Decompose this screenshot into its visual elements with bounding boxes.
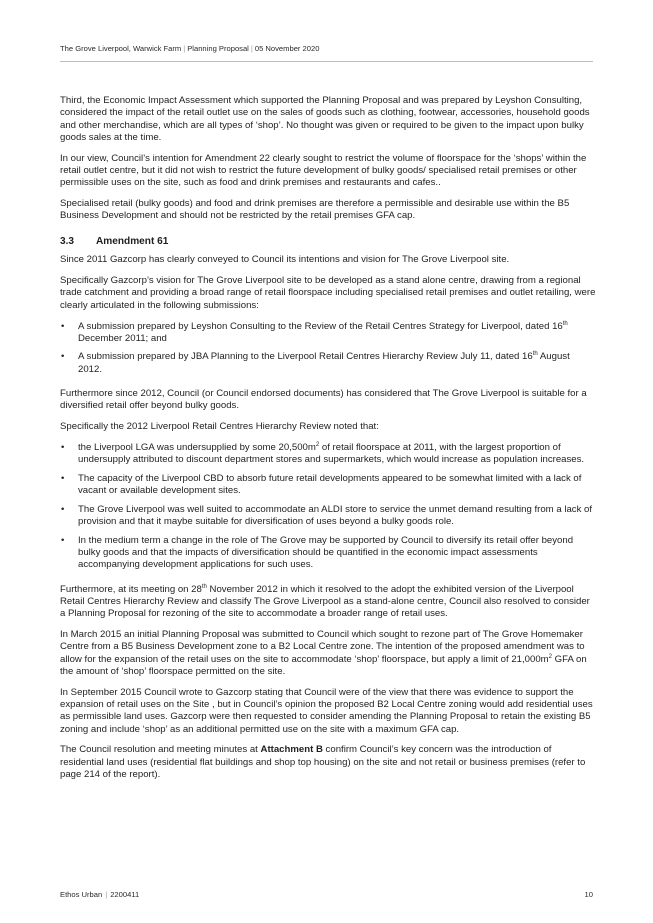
header-separator: | bbox=[183, 44, 186, 53]
list-item: • A submission prepared by JBA Planning to the Liverpool Retail Centres Hierarchy Review July 11, dated 16th August 2012. bbox=[61, 351, 570, 375]
bullet-icon: • bbox=[61, 473, 65, 485]
list-item: • A submission prepared by Leyshon Consulting to the Review of the Retail Centres Strategy for Liverpool, dated 16th December 2011; and bbox=[61, 320, 568, 344]
page-content bbox=[60, 95, 596, 790]
list-item: • The capacity of the Liverpool CBD to absorb future retail developments appeared to be somewhat limited with a lack of vacant or available development sites. bbox=[61, 473, 582, 497]
bullet-icon: • bbox=[61, 503, 65, 515]
section-title: Amendment 61 bbox=[96, 235, 169, 247]
paragraph: In March 2015 an initial Planning Proposal was submitted to Council which sought to rezone part of The Grove Homemaker Centre from a B5 Business Development zone to a B2 Local Centre zone. The intention of the proposed amendment was to allow for the expansion of the retail uses on the site to accommodate ‘shop’ floorspace, but apply a limit of $21,000m^2$ GFA on the amount of ‘shop’ floorspace permitted on the site. bbox=[60, 629, 587, 677]
paragraph: Furthermore since 2012, Council (or Council endorsed documents) has considered that The Grove Liverpool is suitable for a diversified retail offer beyond bulky goods. bbox=[60, 388, 587, 412]
list-item: • In the medium term a change in the role of The Grove may be supported by Council to diversify its retail offer beyond bulky goods and that the impacts of diversification should be quantified in the economic impact assessments accompanying development applications for such uses. bbox=[61, 534, 574, 571]
bullet-icon: • bbox=[61, 351, 65, 363]
header-date: 05 November 2020 bbox=[254, 44, 320, 53]
paragraph: Third, the Economic Impact Assessment which supported the Planning Proposal and was prepared by Leyshon Consulting, considered the impact of the retail outlet use on the sales of goods such as clothing, footwear, accessories, household goods and other merchandise, which are all types of ‘shop’. No thought was given or required to be given to the impact upon bulky goods sales at the time. bbox=[60, 95, 590, 143]
paragraph: Specifically Gazcorp’s vision for The Grove Liverpool site to be developed as a stand alone centre, drawing from a regional trade catchment and providing a broad range of retail floorspace including specialised retail premises and outlet retailing, were clearly articulated in the following submissions: bbox=[60, 275, 596, 311]
header-rule bbox=[60, 61, 593, 62]
bullet-icon: • bbox=[61, 534, 65, 546]
running-header bbox=[60, 44, 319, 53]
header-project: The Grove Liverpool, Warwick Farm bbox=[60, 44, 182, 53]
list-item: • The Grove Liverpool was well suited to accommodate an ALDI store to service the unmet demand resulting from a lack of provision and that it maybe suitable for diversification of uses beyond a bulky goods role. bbox=[61, 503, 593, 528]
paragraph: Specialised retail (bulky goods) and food and drink premises are therefore a permissible and desirable use within the B5 Business Development and should not be restricted by the retail premises GFA cap. bbox=[60, 198, 570, 222]
attachment-reference: Attachment B bbox=[260, 744, 323, 756]
paragraph: Specifically the 2012 Liverpool Retail Centres Hierarchy Review noted that: bbox=[60, 421, 379, 433]
page-number: 10 bbox=[584, 890, 593, 899]
footer-separator: | bbox=[105, 890, 108, 899]
paragraph: The Council resolution and meeting minutes at Attachment B confirm Council’s key concern was the introduction of residential land uses (residential flat buildings and shop top housing) on the site and not retail or business premises (refer to page 214 of the report). bbox=[60, 744, 586, 780]
running-footer bbox=[60, 890, 593, 899]
submissions-list bbox=[60, 321, 596, 376]
paragraph: Since 2011 Gazcorp has clearly conveyed to Council its intentions and vision for The Grove Liverpool site. bbox=[60, 254, 510, 266]
header-doc-type: Planning Proposal bbox=[187, 44, 249, 53]
footer-project-number: 2200411 bbox=[110, 890, 140, 899]
header-separator: | bbox=[250, 44, 253, 53]
footer-company: Ethos Urban bbox=[60, 890, 103, 899]
paragraph: In September 2015 Council wrote to Gazcorp stating that Council were of the view that there was evidence to support the expansion of retail uses on the Site , but in Council’s opinion the proposed B2 Local Centre zoning would add residential uses as permissible land uses. Gazcorp were then requested to consider amending the Planning Proposal to retain the existing B5 zoning and include ‘shop’ as an additional permitted use on the site with a maximum GFA cap. bbox=[60, 686, 593, 735]
bullet-icon: • bbox=[61, 442, 65, 454]
review-findings-list bbox=[60, 442, 596, 571]
paragraph: In our view, Council’s intention for Amendment 22 clearly sought to restrict the volume of floorspace for the ‘shops’ within the retail outlet centre, but it did not wish to restrict the future development of bulky goods/ specialised retail premises or other permissible uses on the site, such as food and drink premises and restaurants and cafes.. bbox=[60, 152, 587, 189]
section-heading bbox=[60, 236, 596, 248]
section-number: 3.3 bbox=[60, 235, 75, 247]
paragraph: Furthermore, at its meeting on 28th November 2012 in which it resolved to the adopt the exhibited version of the Liverpool Retail Centres Hierarchy Review and classify The Grove Liverpool as a stand-alone centre, Council also resolved to consider a Planning Proposal for rezoning of the site to accommodate a broader range of retail uses. bbox=[60, 583, 590, 620]
bullet-icon: • bbox=[61, 320, 65, 332]
list-item: • the Liverpool LGA was undersupplied by some $20,500m^2$ of retail floorspace at 2011, with the largest proportion of undersupply attributed to discount department stores and supermarkets, which would increase as population increases. bbox=[61, 442, 585, 466]
